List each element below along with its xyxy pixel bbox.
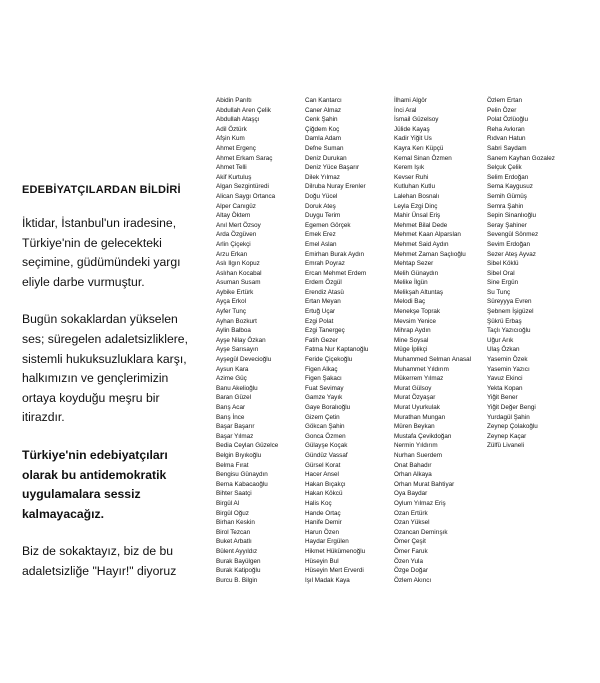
signatory-name: Mine Soysal bbox=[394, 336, 429, 344]
signatory-name: Hakan Bıçakçı bbox=[305, 480, 346, 488]
signatory-name: Başar Başarır bbox=[216, 423, 255, 431]
signatory-name: Melike İlgün bbox=[394, 279, 428, 287]
signatory-name: Barış İnce bbox=[216, 413, 245, 421]
signatory-name: Belma Fırat bbox=[216, 461, 249, 469]
signatory-name: İlhami Algör bbox=[394, 97, 427, 104]
signatory-name: Ayça Erkol bbox=[216, 298, 246, 306]
signatory-name: Müren Beykan bbox=[394, 423, 435, 431]
signatory-name: Polat Özlüoğlu bbox=[487, 116, 528, 124]
signatory-name: Damla Adam bbox=[305, 135, 342, 143]
signatory-name: Erendiz Atasü bbox=[305, 288, 344, 296]
signatory-name: Hacer Ansel bbox=[305, 471, 339, 479]
signatory-name: Oya Baydar bbox=[394, 490, 428, 498]
signatory-name: Melikşah Altuntaş bbox=[394, 288, 444, 296]
signatory-name: Caner Almaz bbox=[305, 106, 342, 114]
signatory-name: Gündüz Vassaf bbox=[305, 451, 348, 459]
signatory-name: Arlin Çiçekçi bbox=[216, 240, 251, 248]
signatory-name: Murathan Mungan bbox=[394, 413, 446, 421]
signatory-name: Zeynep Kaçar bbox=[487, 432, 527, 440]
signatory-name: Ayşegül Devecioğlu bbox=[216, 356, 272, 364]
signatory-name: Altay Öktem bbox=[216, 212, 251, 220]
signatory-name: Yiğit Değer Bengi bbox=[487, 404, 536, 411]
signatory-name: Kayra Kerı Küpçü bbox=[394, 144, 444, 152]
signatory-name: Muhammed Selman Anasal bbox=[394, 356, 472, 364]
signatory-name: Abidin Parıltı bbox=[216, 97, 252, 104]
signatory-name: Deniz Durukan bbox=[305, 154, 347, 162]
signatory-name: Abdullah Aren Çelik bbox=[216, 106, 271, 114]
signatory-name: Sanem Kayhan Gozalez bbox=[487, 154, 555, 162]
signatory-name: Leyla Ezgi Dinç bbox=[394, 202, 438, 210]
signatory-name: Mevsim Yenice bbox=[394, 317, 436, 325]
signatory-name: Mehmet Bilal Dede bbox=[394, 221, 448, 229]
signatory-name: Mehmet Zaman Saçlıoğlu bbox=[394, 250, 466, 258]
signatory-name: Aylin Balboa bbox=[216, 327, 251, 335]
signatory-name: Banu Akelioğlu bbox=[216, 384, 258, 392]
signatory-name: Sezer Ateş Ayvaz bbox=[487, 250, 536, 258]
signatory-name: Asuman Susam bbox=[216, 279, 261, 287]
signatory-name: Hakan Kökcü bbox=[305, 490, 343, 498]
signatory-name: Baran Güzel bbox=[216, 394, 252, 402]
signatory-name: Figen Şakacı bbox=[305, 375, 342, 383]
signatory-name: Yekta Kopan bbox=[487, 384, 523, 392]
statement-paragraph: Bugün sokaklardan yükselen ses; süregelen adaletsizliklere, sistemli hukuksuzluklara karşı, halkımızın ve gençlerimizin ortaya koyduğu meşru bir itirazdır. bbox=[22, 312, 188, 425]
signatory-name: Ercan Mehmet Erdem bbox=[305, 269, 367, 277]
signatory-name: Mihrap Aydın bbox=[394, 327, 431, 335]
signatory-name: Selim Erdoğan bbox=[487, 173, 529, 181]
signatory-name: Murat Gülsoy bbox=[394, 384, 432, 392]
signatory-name: Alper Canıgüz bbox=[216, 202, 256, 210]
signatory-name: Nurhan Suerdem bbox=[394, 451, 442, 459]
signatory-name: Özlem Akıncı bbox=[394, 576, 432, 584]
signatory-name: Can Kantarcı bbox=[305, 97, 342, 104]
signatory-name: Sevengül Sönmez bbox=[487, 231, 539, 239]
signatory-name: Ozan Yüksel bbox=[394, 519, 430, 527]
signatory-name: Duygu Terim bbox=[305, 212, 341, 220]
signatory-name: Lalehan Bosnalı bbox=[394, 192, 440, 200]
signatory-name: Sevim Erdoğan bbox=[487, 240, 531, 248]
signatory-name: Anıl Mert Özsoy bbox=[216, 221, 261, 229]
signatory-name: Hüseyin Mert Erverdi bbox=[305, 567, 364, 575]
signatory-name: Sine Ergün bbox=[487, 279, 519, 287]
signatory-name: Uğur Arık bbox=[487, 336, 514, 344]
signatory-name: Ozancan Demirışık bbox=[394, 528, 448, 536]
signatory-name: Fatma Nur Kaptanoğlu bbox=[305, 346, 369, 354]
signatory-name: Nermin Yıldırım bbox=[394, 442, 438, 450]
signatory-name: Haydar Ergülen bbox=[305, 538, 349, 546]
signatory-name: Reha Avkıran bbox=[487, 125, 525, 133]
signatory-name: Murat Özyaşar bbox=[394, 394, 436, 402]
statement-paragraph: Türkiye'nin edebiyatçıları olarak bu antidemokratik uygulamalara sessiz kalmayacağız. bbox=[22, 447, 168, 521]
signatory-name: Taçlı Yazıcıoğlu bbox=[487, 327, 531, 335]
signatory-name: Orhan Alkaya bbox=[394, 471, 432, 479]
signatory-name: Müge İplikçi bbox=[394, 346, 428, 354]
signatory-name: Sabri Saydam bbox=[487, 144, 527, 152]
signatory-name: Ömer Çeşit bbox=[394, 538, 426, 546]
signatory-name: Yasemin Yazıcı bbox=[487, 365, 530, 373]
signatory-column-1 bbox=[216, 96, 278, 585]
signatory-name: Ertuğ Uçar bbox=[305, 308, 336, 316]
signatory-name: Alican Saygı Ortanca bbox=[216, 192, 276, 200]
signatory-name: Ayhan Bozkurt bbox=[216, 317, 257, 325]
signatory-name: Zülfü Livaneli bbox=[487, 442, 525, 450]
signatory-name: Mehtap Sezer bbox=[394, 260, 434, 268]
signatory-name: Ömer Faruk bbox=[394, 547, 428, 555]
signatory-name: İsmail Güzelsoy bbox=[394, 116, 439, 124]
signatory-name: Gaye Boralıoğlu bbox=[305, 404, 351, 411]
signatory-name: Aysun Kara bbox=[216, 365, 249, 373]
signatory-name: Rıdvan Hatun bbox=[487, 135, 526, 143]
signatory-name: Bedia Ceylan Güzelce bbox=[216, 442, 279, 450]
signatory-name: Işıl Madak Kaya bbox=[305, 576, 350, 584]
signatory-name: Akif Kurtuluş bbox=[216, 173, 252, 181]
statement-paragraph: İktidar, İstanbul'un iradesine, Türkiye'nin de gelecekteki seçimine, güdümündeki yargı eliyle darbe vurmuştur. bbox=[22, 216, 181, 289]
signatory-name: Özlem Ertan bbox=[487, 97, 522, 104]
signatory-name: Birgül Oğuz bbox=[216, 509, 249, 517]
signatory-name: Menekşe Toprak bbox=[394, 308, 441, 316]
signatory-name: Birhan Keskin bbox=[216, 519, 255, 527]
signatory-name: Mükerrem Yılmaz bbox=[394, 375, 444, 383]
signatory-name: Halis Koç bbox=[305, 499, 332, 507]
signatory-column-2 bbox=[305, 96, 368, 585]
signatory-name: Çiğdem Koç bbox=[305, 125, 340, 133]
signatory-name: Kutluhan Kutlu bbox=[394, 183, 435, 191]
signatory-name: Zeynep Çolakoğlu bbox=[487, 423, 538, 431]
signatory-name: Burak Katipoğlu bbox=[216, 567, 261, 575]
signatory-name: Egemen Görçek bbox=[305, 221, 351, 229]
signatory-name: Gülayşe Koçak bbox=[305, 442, 348, 450]
signatory-name: Özge Doğar bbox=[394, 567, 428, 575]
signatory-name: Şebnem İşigüzel bbox=[487, 308, 534, 316]
signatory-name: Ezgi Polat bbox=[305, 317, 334, 325]
signatory-name: Ahmet Erkam Saraç bbox=[216, 154, 273, 162]
signatory-name: Sibel Oral bbox=[487, 269, 515, 277]
signatory-name: Aybike Ertürk bbox=[216, 288, 254, 296]
signatory-name: Emrah Poyraz bbox=[305, 260, 345, 268]
signatory-name: Şükrü Erbaş bbox=[487, 317, 522, 325]
signatory-name: Aslıhan Kocabal bbox=[216, 269, 262, 277]
signatory-name: Emek Erez bbox=[305, 231, 336, 239]
signatory-name: Bülent Ayyıldız bbox=[216, 547, 258, 555]
signatory-name: Melih Günaydın bbox=[394, 269, 439, 277]
signatory-name: Feride Çiçekoğlu bbox=[305, 356, 353, 364]
signatory-name: Kadir Yiğit Us bbox=[394, 135, 432, 143]
signatory-name: Belgin Bıyıkoğlu bbox=[216, 451, 262, 459]
signatory-name: Emirhan Burak Aydın bbox=[305, 250, 365, 258]
signatory-name: Gonca Özmen bbox=[305, 432, 346, 440]
signatory-name: Yiğit Bener bbox=[487, 394, 518, 402]
signatory-name: Kerem Işık bbox=[394, 164, 425, 172]
signatory-name: Birgül Al bbox=[216, 499, 240, 507]
signatory-name: Yasemin Özek bbox=[487, 356, 528, 364]
signatory-name: Adil Öztürk bbox=[216, 125, 247, 133]
signatory-name: Bihter Saatçi bbox=[216, 490, 252, 498]
signatory-name: Hikmet Hükümenoğlu bbox=[305, 547, 366, 555]
signatory-name: Ayfer Tunç bbox=[216, 308, 246, 316]
signatory-column-4 bbox=[487, 96, 555, 451]
signatory-name: Kevser Ruhi bbox=[394, 173, 429, 181]
signatory-name: Süreyyya Evren bbox=[487, 298, 532, 306]
signatory-name: Defne Suman bbox=[305, 144, 344, 152]
signatory-name: Buket Arbatlı bbox=[216, 538, 252, 546]
signatory-name: Bengisu Günaydın bbox=[216, 471, 268, 479]
statement-body bbox=[22, 214, 194, 582]
statement bbox=[22, 183, 194, 600]
signatory-name: Selçuk Çelik bbox=[487, 164, 522, 172]
signatory-name: Gökcan Şahin bbox=[305, 423, 345, 431]
signatory-name: İnci Aral bbox=[394, 106, 417, 114]
signatory-name: Mahir Ünsal Eriş bbox=[394, 212, 441, 220]
signatory-name: Sepin Sinanlıoğlu bbox=[487, 212, 537, 220]
signatory-name: Yurdagül Şahin bbox=[487, 413, 530, 421]
signatory-name: Berna Kabacaoğlu bbox=[216, 480, 268, 488]
signatory-name: Barış Acar bbox=[216, 404, 246, 411]
signatory-name: Burcu B. Bilgin bbox=[216, 576, 258, 584]
signatory-name: Yavuz Ekinci bbox=[487, 375, 523, 383]
signatory-name: Aslı Ilgın Kopuz bbox=[216, 260, 260, 268]
signatory-name: Burak Bayülgen bbox=[216, 557, 261, 565]
signatory-name: Sibel Köklü bbox=[487, 260, 519, 268]
signatory-name: Seray Şahiner bbox=[487, 221, 527, 229]
signatory-name: Fuat Sevimay bbox=[305, 384, 344, 392]
signatory-name: Ezgi Tanergeç bbox=[305, 327, 345, 335]
signatory-name: Birol Tezcan bbox=[216, 528, 251, 536]
signatory-name: Gizem Çetin bbox=[305, 413, 340, 421]
statement-paragraph: Biz de sokaktayız, biz de bu adaletsizliğe "Hayır!" diyoruz bbox=[22, 544, 177, 578]
signatory-name: Oylum Yılmaz Eriş bbox=[394, 499, 446, 507]
signatory-name: Sema Kaygusuz bbox=[487, 183, 533, 191]
signatory-name: Pelin Özer bbox=[487, 106, 517, 114]
signatory-name: Hüseyin Bul bbox=[305, 557, 339, 565]
signatory-name: Ulaş Özkan bbox=[487, 346, 520, 354]
signatory-name: Ahmet Ergenç bbox=[216, 144, 256, 152]
signatory-name: Harun Özen bbox=[305, 528, 339, 536]
signatory-name: Gamze Yayık bbox=[305, 394, 343, 402]
signatory-name: Jülide Kayaş bbox=[394, 125, 430, 133]
signatory-name: Melodi Baç bbox=[394, 298, 426, 306]
signatory-name: Arzu Erkan bbox=[216, 250, 248, 258]
signatory-name: Erdem Özgül bbox=[305, 279, 342, 287]
signatory-name: Gürsel Korat bbox=[305, 461, 341, 469]
signatory-name: Mustafa Çevikdoğan bbox=[394, 432, 452, 440]
signatory-name: Hanife Demir bbox=[305, 519, 342, 527]
signatory-name: Cenk Şahin bbox=[305, 116, 338, 124]
signatory-name: Onat Bahadır bbox=[394, 461, 432, 469]
signatory-name: Algan Sezgintüredi bbox=[216, 183, 269, 191]
signatory-name: Ayşe Nilay Özkan bbox=[216, 336, 266, 344]
signatory-name: Kemal Sinan Özmen bbox=[394, 154, 452, 162]
signatory-name: Abdullah Ataşçı bbox=[216, 116, 260, 124]
signatory-name: Özen Yula bbox=[394, 557, 423, 565]
signatory-name: Semra Şahin bbox=[487, 202, 524, 210]
signatory-name: Arda Özgüven bbox=[216, 231, 257, 239]
signatory-name: Su Tunç bbox=[487, 288, 511, 296]
signatory-name: Emel Aslan bbox=[305, 240, 337, 248]
signatory-name: Semih Gümüş bbox=[487, 192, 527, 200]
signatory-name: Afşin Kum bbox=[216, 135, 245, 143]
signatory-name: Ozan Ertürk bbox=[394, 509, 428, 517]
signatory-name: Orhan Murat Bahtiyar bbox=[394, 480, 455, 488]
signatory-name: Fatih Gezer bbox=[305, 336, 338, 344]
signatory-name: Dilek Yılmaz bbox=[305, 173, 340, 181]
signatory-name: Ayşe Sarısayın bbox=[216, 346, 259, 354]
signatory-name: Murat Uyurkulak bbox=[394, 404, 440, 411]
signatory-name: Mehmet Said Aydın bbox=[394, 240, 449, 248]
signatory-column-3 bbox=[394, 96, 471, 585]
signatory-name: Doruk Ateş bbox=[305, 202, 336, 210]
signatory-name: Doğu Yücel bbox=[305, 192, 338, 200]
signatory-name: Ertan Meyan bbox=[305, 298, 341, 306]
signatory-name: Hande Ortaç bbox=[305, 509, 341, 517]
signatory-name: Ahmet Telli bbox=[216, 164, 247, 172]
signatory-name: Azime Güç bbox=[216, 375, 247, 383]
signatory-name: Muhammet Yıldırım bbox=[394, 365, 449, 373]
signatory-name: Mehmet Kaan Alparslan bbox=[394, 231, 461, 239]
statement-title: EDEBİYATÇILARDAN BİLDİRİ bbox=[22, 184, 181, 196]
signatory-name: Dilruba Nuray Erenler bbox=[305, 183, 366, 191]
signatory-name: Başar Yılmaz bbox=[216, 432, 254, 440]
signatory-name: Deniz Yüce Başarır bbox=[305, 164, 360, 172]
signatory-name: Figen Alkaç bbox=[305, 365, 338, 373]
